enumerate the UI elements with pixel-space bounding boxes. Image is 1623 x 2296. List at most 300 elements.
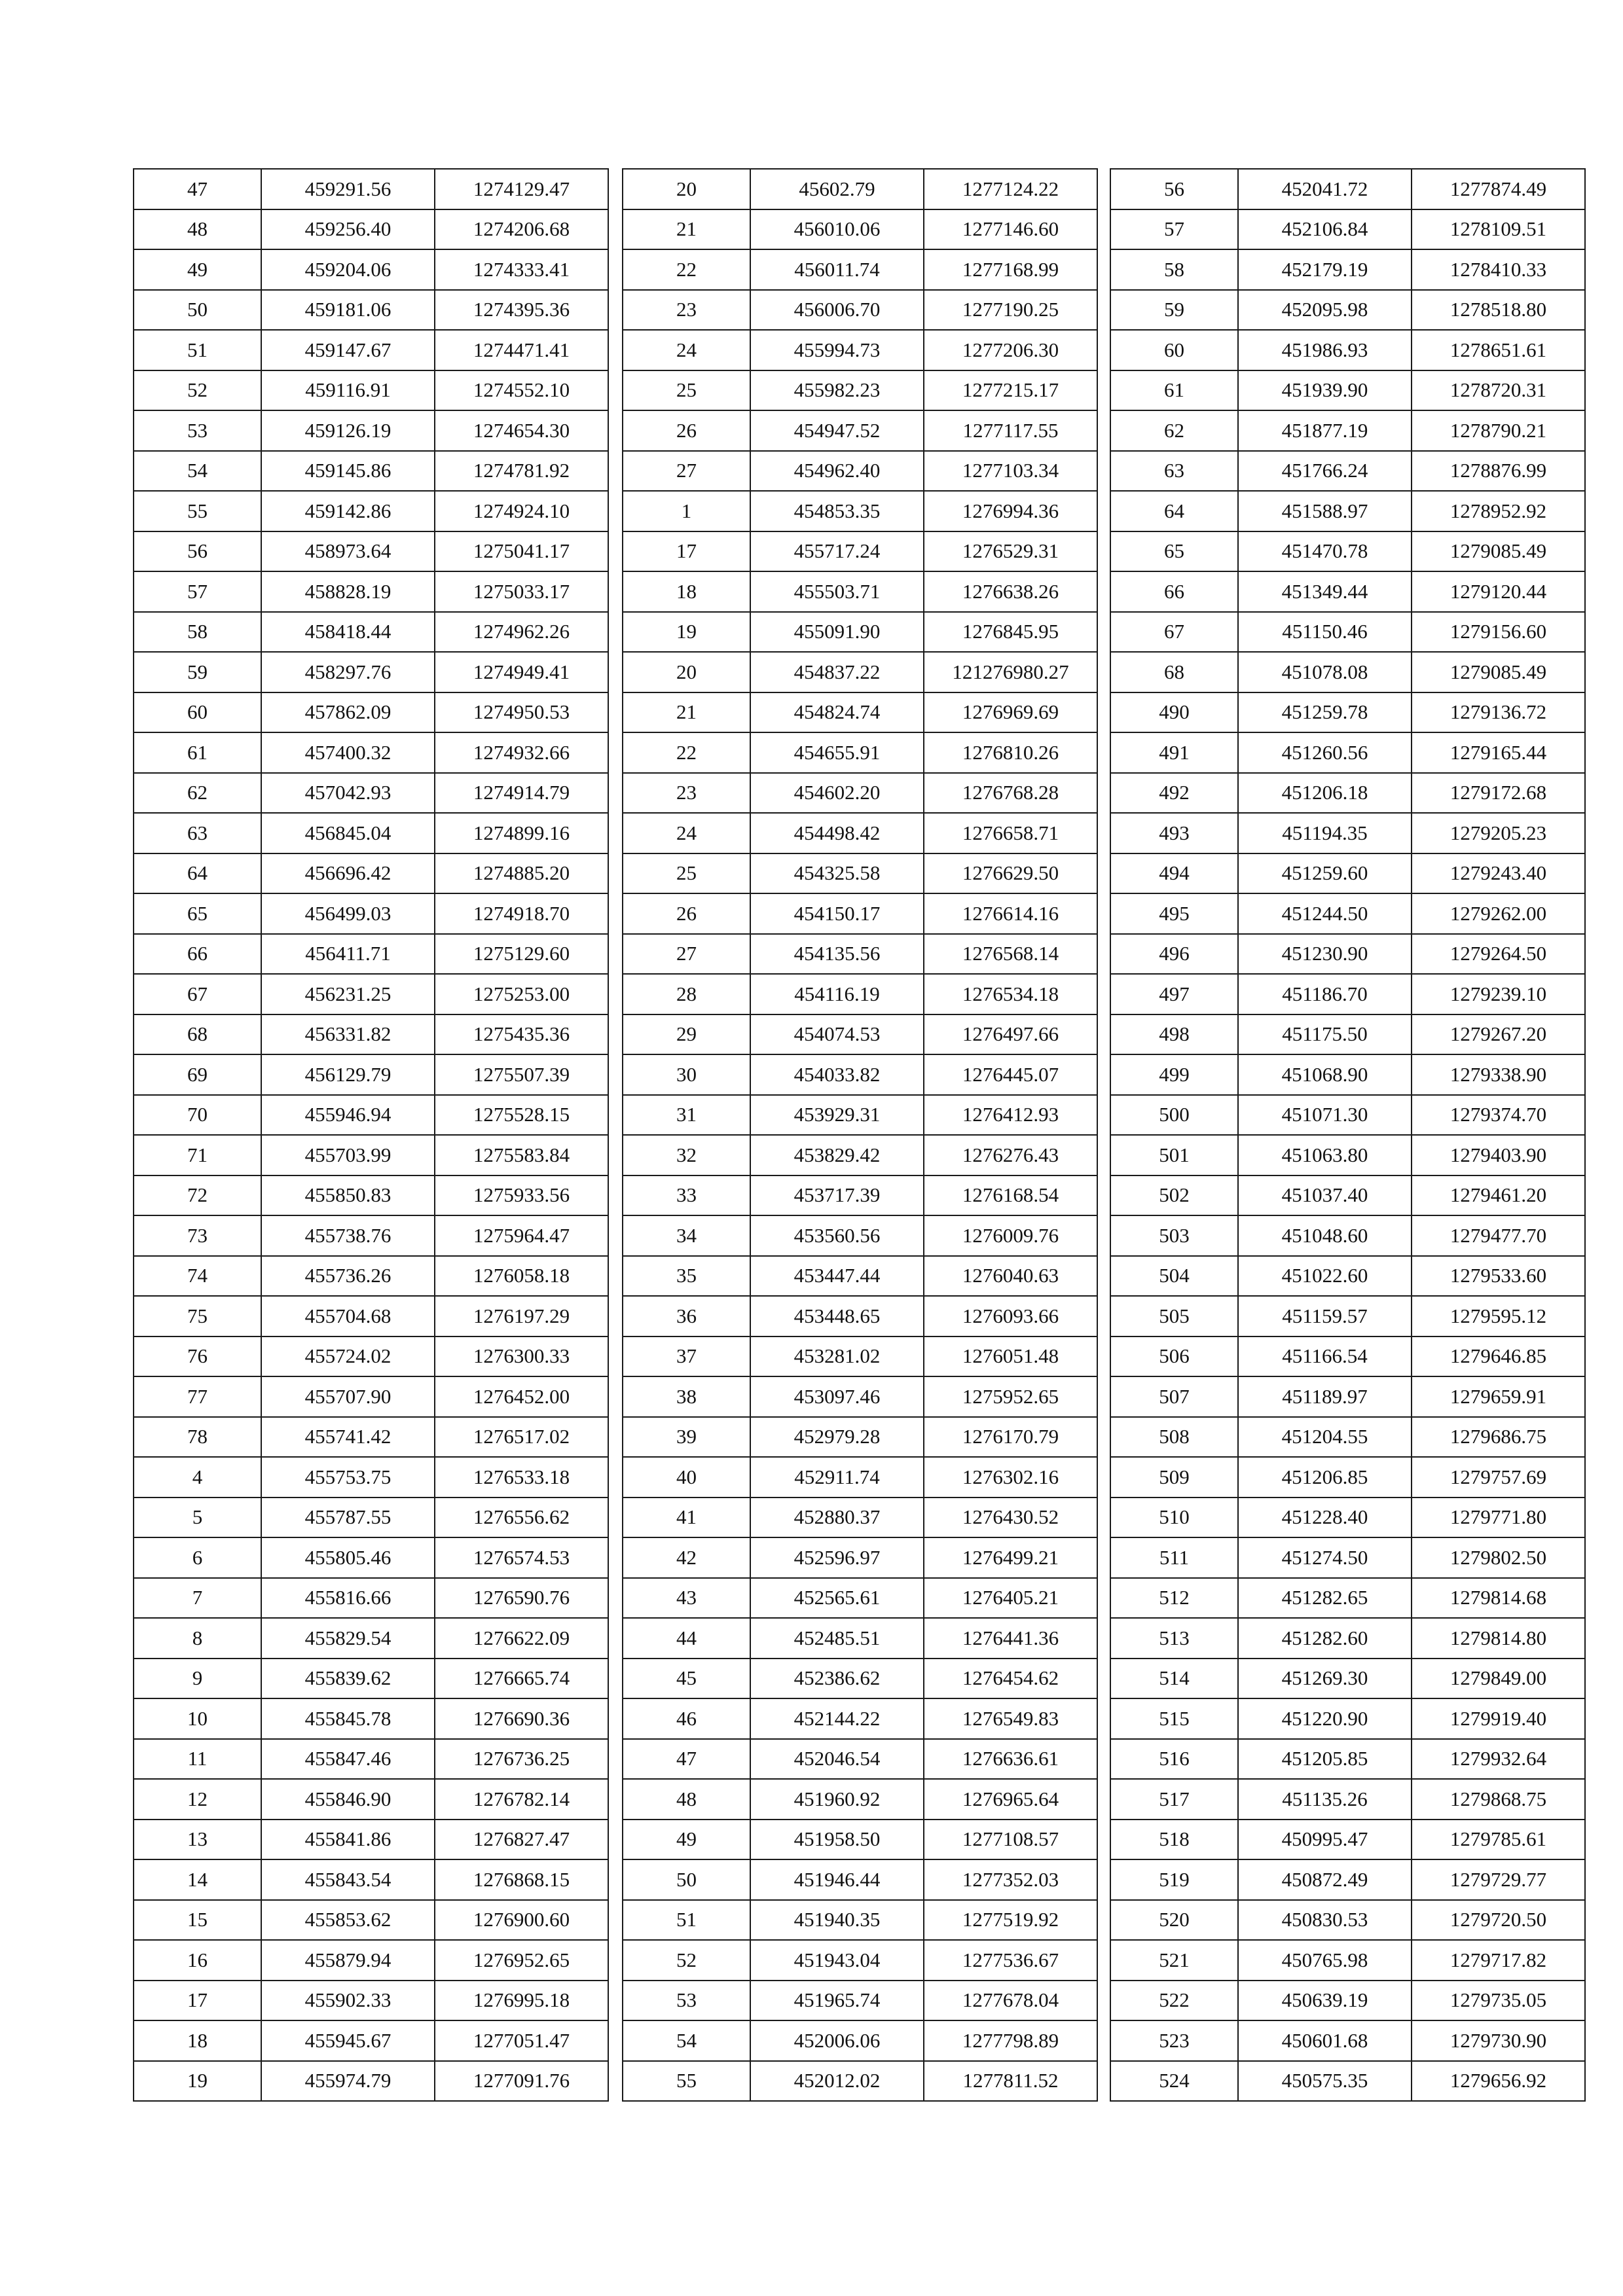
y-coordinate-cell: 1276768.28	[924, 773, 1097, 814]
point-number-cell: 24	[623, 330, 750, 370]
x-coordinate-cell: 455843.54	[261, 1859, 435, 1900]
table-row	[134, 1417, 608, 1458]
point-number-cell: 64	[1110, 491, 1238, 531]
point-number-cell: 19	[134, 2061, 261, 2102]
y-coordinate-cell: 1276276.43	[924, 1135, 1097, 1175]
x-coordinate-cell: 455753.75	[261, 1457, 435, 1498]
point-number-cell: 4	[134, 1457, 261, 1498]
point-number-cell: 53	[134, 410, 261, 451]
y-coordinate-cell: 1278720.31	[1412, 370, 1585, 411]
y-coordinate-cell: 1276590.76	[435, 1578, 608, 1619]
table-row	[1110, 1336, 1585, 1377]
point-number-cell: 57	[134, 571, 261, 612]
x-coordinate-cell: 458297.76	[261, 652, 435, 692]
table-row	[1110, 1014, 1585, 1055]
y-coordinate-cell: 1279085.49	[1412, 531, 1585, 572]
table-row	[1110, 531, 1585, 572]
point-number-cell: 61	[134, 732, 261, 773]
table-row	[134, 1940, 608, 1981]
table-row	[1110, 1820, 1585, 1860]
x-coordinate-cell: 455879.94	[261, 1940, 435, 1981]
table-row	[134, 652, 608, 692]
table-row	[623, 1779, 1097, 1820]
x-coordinate-cell: 454837.22	[750, 652, 924, 692]
point-number-cell: 21	[623, 209, 750, 250]
x-coordinate-cell: 453829.42	[750, 1135, 924, 1175]
point-number-cell: 51	[134, 330, 261, 370]
y-coordinate-cell: 1277091.76	[435, 2061, 608, 2102]
point-number-cell: 505	[1110, 1296, 1238, 1336]
point-number-cell: 74	[134, 1256, 261, 1297]
point-number-cell: 520	[1110, 1900, 1238, 1941]
point-number-cell: 523	[1110, 2020, 1238, 2061]
y-coordinate-cell: 1279262.00	[1412, 893, 1585, 934]
y-coordinate-cell: 1274924.10	[435, 491, 608, 531]
x-coordinate-cell: 454602.20	[750, 773, 924, 814]
point-number-cell: 496	[1110, 934, 1238, 975]
point-number-cell: 78	[134, 1417, 261, 1458]
y-coordinate-cell: 1276093.66	[924, 1296, 1097, 1336]
x-coordinate-cell: 451022.60	[1238, 1256, 1412, 1297]
point-number-cell: 5	[134, 1498, 261, 1538]
point-number-cell: 71	[134, 1135, 261, 1175]
y-coordinate-cell: 1279239.10	[1412, 974, 1585, 1014]
point-number-cell: 515	[1110, 1698, 1238, 1739]
y-coordinate-cell: 1276556.62	[435, 1498, 608, 1538]
point-number-cell: 52	[623, 1940, 750, 1981]
x-coordinate-cell: 452144.22	[750, 1698, 924, 1739]
y-coordinate-cell: 1279264.50	[1412, 934, 1585, 975]
y-coordinate-cell: 1279717.82	[1412, 1940, 1585, 1981]
x-coordinate-cell: 451204.55	[1238, 1417, 1412, 1458]
y-coordinate-cell: 1277190.25	[924, 290, 1097, 331]
point-number-cell: 40	[623, 1457, 750, 1498]
y-coordinate-cell: 1279686.75	[1412, 1417, 1585, 1458]
table-row	[623, 1739, 1097, 1780]
point-number-cell: 16	[134, 1940, 261, 1981]
table-row	[1110, 893, 1585, 934]
y-coordinate-cell: 1274333.41	[435, 249, 608, 290]
table-row	[134, 893, 608, 934]
y-coordinate-cell: 1279729.77	[1412, 1859, 1585, 1900]
table-row	[623, 1014, 1097, 1055]
table-row	[1110, 1376, 1585, 1417]
x-coordinate-cell: 456006.70	[750, 290, 924, 331]
point-number-cell: 73	[134, 1215, 261, 1256]
table-row	[134, 410, 608, 451]
table-row	[134, 813, 608, 853]
y-coordinate-cell: 1279533.60	[1412, 1256, 1585, 1297]
table-row	[623, 370, 1097, 411]
y-coordinate-cell: 1278876.99	[1412, 451, 1585, 492]
table-row	[623, 2020, 1097, 2061]
table-row	[134, 491, 608, 531]
x-coordinate-cell: 451068.90	[1238, 1054, 1412, 1095]
x-coordinate-cell: 452095.98	[1238, 290, 1412, 331]
table-row	[623, 249, 1097, 290]
point-number-cell: 512	[1110, 1578, 1238, 1619]
table-row	[623, 1135, 1097, 1175]
point-number-cell: 50	[623, 1859, 750, 1900]
x-coordinate-cell: 455724.02	[261, 1336, 435, 1377]
y-coordinate-cell: 1276969.69	[924, 692, 1097, 733]
x-coordinate-cell: 451766.24	[1238, 451, 1412, 492]
point-number-cell: 511	[1110, 1537, 1238, 1578]
x-coordinate-cell: 450639.19	[1238, 1981, 1412, 2021]
coordinate-table-body	[623, 169, 1097, 2101]
table-row	[1110, 853, 1585, 894]
y-coordinate-cell: 1276568.14	[924, 934, 1097, 975]
point-number-cell: 518	[1110, 1820, 1238, 1860]
x-coordinate-cell: 455829.54	[261, 1618, 435, 1659]
x-coordinate-cell: 450765.98	[1238, 1940, 1412, 1981]
point-number-cell: 55	[623, 2061, 750, 2102]
x-coordinate-cell: 451175.50	[1238, 1014, 1412, 1055]
x-coordinate-cell: 454074.53	[750, 1014, 924, 1055]
y-coordinate-cell: 1274885.20	[435, 853, 608, 894]
y-coordinate-cell: 121276980.27	[924, 652, 1097, 692]
point-number-cell: 68	[1110, 652, 1238, 692]
x-coordinate-cell: 451259.78	[1238, 692, 1412, 733]
table-row	[134, 1054, 608, 1095]
point-number-cell: 23	[623, 290, 750, 331]
table-row	[134, 1739, 608, 1780]
x-coordinate-cell: 453717.39	[750, 1175, 924, 1216]
x-coordinate-cell: 455845.78	[261, 1698, 435, 1739]
y-coordinate-cell: 1276994.36	[924, 491, 1097, 531]
y-coordinate-cell: 1277874.49	[1412, 169, 1585, 209]
point-number-cell: 67	[134, 974, 261, 1014]
point-number-cell: 62	[1110, 410, 1238, 451]
y-coordinate-cell: 1274949.41	[435, 652, 608, 692]
y-coordinate-cell: 1277798.89	[924, 2020, 1097, 2061]
y-coordinate-cell: 1276900.60	[435, 1900, 608, 1941]
point-number-cell: 65	[1110, 531, 1238, 572]
x-coordinate-cell: 455787.55	[261, 1498, 435, 1538]
point-number-cell: 29	[623, 1014, 750, 1055]
point-number-cell: 6	[134, 1537, 261, 1578]
point-number-cell: 501	[1110, 1135, 1238, 1175]
table-row	[623, 1900, 1097, 1941]
table-row	[623, 1457, 1097, 1498]
x-coordinate-cell: 455847.46	[261, 1739, 435, 1780]
point-number-cell: 25	[623, 370, 750, 411]
table-row	[623, 1095, 1097, 1136]
y-coordinate-cell: 1274914.79	[435, 773, 608, 814]
point-number-cell: 494	[1110, 853, 1238, 894]
point-number-cell: 58	[1110, 249, 1238, 290]
y-coordinate-cell: 1276197.29	[435, 1296, 608, 1336]
y-coordinate-cell: 1276302.16	[924, 1457, 1097, 1498]
table-row	[623, 1054, 1097, 1095]
x-coordinate-cell: 451220.90	[1238, 1698, 1412, 1739]
x-coordinate-cell: 457400.32	[261, 732, 435, 773]
y-coordinate-cell: 1276517.02	[435, 1417, 608, 1458]
point-number-cell: 31	[623, 1095, 750, 1136]
x-coordinate-cell: 459116.91	[261, 370, 435, 411]
y-coordinate-cell: 1276810.26	[924, 732, 1097, 773]
y-coordinate-cell: 1277146.60	[924, 209, 1097, 250]
table-row	[134, 169, 608, 209]
table-row	[623, 612, 1097, 653]
table-row	[1110, 773, 1585, 814]
y-coordinate-cell: 1275435.36	[435, 1014, 608, 1055]
y-coordinate-cell: 1277811.52	[924, 2061, 1097, 2102]
x-coordinate-cell: 452179.19	[1238, 249, 1412, 290]
point-number-cell: 22	[623, 732, 750, 773]
y-coordinate-cell: 1277536.67	[924, 1940, 1097, 1981]
table-row	[1110, 451, 1585, 492]
point-number-cell: 34	[623, 1215, 750, 1256]
x-coordinate-cell: 456011.74	[750, 249, 924, 290]
table-row	[134, 1014, 608, 1055]
y-coordinate-cell: 1276533.18	[435, 1457, 608, 1498]
table-row	[623, 1820, 1097, 1860]
y-coordinate-cell: 1275964.47	[435, 1215, 608, 1256]
y-coordinate-cell: 1279659.91	[1412, 1376, 1585, 1417]
x-coordinate-cell: 451282.60	[1238, 1618, 1412, 1659]
point-number-cell: 75	[134, 1296, 261, 1336]
y-coordinate-cell: 1277352.03	[924, 1859, 1097, 1900]
point-number-cell: 9	[134, 1659, 261, 1699]
table-row	[623, 692, 1097, 733]
point-number-cell: 49	[134, 249, 261, 290]
table-row	[623, 571, 1097, 612]
y-coordinate-cell: 1276736.25	[435, 1739, 608, 1780]
table-row	[623, 974, 1097, 1014]
table-row	[1110, 1175, 1585, 1216]
x-coordinate-cell: 453447.44	[750, 1256, 924, 1297]
y-coordinate-cell: 1277124.22	[924, 169, 1097, 209]
y-coordinate-cell: 1279868.75	[1412, 1779, 1585, 1820]
x-coordinate-cell: 451063.80	[1238, 1135, 1412, 1175]
point-number-cell: 48	[134, 209, 261, 250]
y-coordinate-cell: 1274471.41	[435, 330, 608, 370]
point-number-cell: 21	[623, 692, 750, 733]
table-row	[134, 692, 608, 733]
y-coordinate-cell: 1279785.61	[1412, 1820, 1585, 1860]
y-coordinate-cell: 1279243.40	[1412, 853, 1585, 894]
table-row	[1110, 1739, 1585, 1780]
x-coordinate-cell: 457862.09	[261, 692, 435, 733]
y-coordinate-cell: 1277168.99	[924, 249, 1097, 290]
x-coordinate-cell: 451135.26	[1238, 1779, 1412, 1820]
x-coordinate-cell: 455704.68	[261, 1296, 435, 1336]
table-row	[623, 1296, 1097, 1336]
x-coordinate-cell: 452106.84	[1238, 209, 1412, 250]
table-row	[134, 1215, 608, 1256]
table-row	[134, 1457, 608, 1498]
table-row	[1110, 1578, 1585, 1619]
table-row	[623, 1175, 1097, 1216]
point-number-cell: 1	[623, 491, 750, 531]
point-number-cell: 13	[134, 1820, 261, 1860]
table-row	[134, 1618, 608, 1659]
table-row	[1110, 209, 1585, 250]
point-number-cell: 491	[1110, 732, 1238, 773]
table-row	[1110, 1859, 1585, 1900]
x-coordinate-cell: 454150.17	[750, 893, 924, 934]
table-row	[623, 1618, 1097, 1659]
table-row	[134, 1779, 608, 1820]
x-coordinate-cell: 451078.08	[1238, 652, 1412, 692]
table-row	[1110, 1095, 1585, 1136]
x-coordinate-cell: 455816.66	[261, 1578, 435, 1619]
y-coordinate-cell: 1278790.21	[1412, 410, 1585, 451]
x-coordinate-cell: 451282.65	[1238, 1578, 1412, 1619]
x-coordinate-cell: 451965.74	[750, 1981, 924, 2021]
point-number-cell: 27	[623, 934, 750, 975]
table-row	[1110, 612, 1585, 653]
table-row	[134, 1135, 608, 1175]
point-number-cell: 56	[134, 531, 261, 572]
x-coordinate-cell: 459204.06	[261, 249, 435, 290]
y-coordinate-cell: 1279156.60	[1412, 612, 1585, 653]
y-coordinate-cell: 1279374.70	[1412, 1095, 1585, 1136]
y-coordinate-cell: 1275507.39	[435, 1054, 608, 1095]
y-coordinate-cell: 1274395.36	[435, 290, 608, 331]
point-number-cell: 506	[1110, 1336, 1238, 1377]
x-coordinate-cell: 455736.26	[261, 1256, 435, 1297]
x-coordinate-cell: 454962.40	[750, 451, 924, 492]
y-coordinate-cell: 1276454.62	[924, 1659, 1097, 1699]
y-coordinate-cell: 1279919.40	[1412, 1698, 1585, 1739]
table-row	[1110, 1900, 1585, 1941]
table-row	[1110, 813, 1585, 853]
y-coordinate-cell: 1279172.68	[1412, 773, 1585, 814]
table-row	[623, 934, 1097, 975]
table-row	[623, 330, 1097, 370]
y-coordinate-cell: 1277108.57	[924, 1820, 1097, 1860]
table-row	[623, 290, 1097, 331]
table-row	[623, 169, 1097, 209]
y-coordinate-cell: 1279338.90	[1412, 1054, 1585, 1095]
table-row	[623, 1256, 1097, 1297]
x-coordinate-cell: 453097.46	[750, 1376, 924, 1417]
point-number-cell: 63	[1110, 451, 1238, 492]
x-coordinate-cell: 451159.57	[1238, 1296, 1412, 1336]
x-coordinate-cell: 456499.03	[261, 893, 435, 934]
table-row	[1110, 652, 1585, 692]
point-number-cell: 14	[134, 1859, 261, 1900]
x-coordinate-cell: 451958.50	[750, 1820, 924, 1860]
x-coordinate-cell: 451470.78	[1238, 531, 1412, 572]
table-row	[1110, 1940, 1585, 1981]
table-row	[623, 652, 1097, 692]
y-coordinate-cell: 1276168.54	[924, 1175, 1097, 1216]
table-row	[1110, 571, 1585, 612]
table-row	[623, 1215, 1097, 1256]
x-coordinate-cell: 456696.42	[261, 853, 435, 894]
y-coordinate-cell: 1276497.66	[924, 1014, 1097, 1055]
y-coordinate-cell: 1278952.92	[1412, 491, 1585, 531]
y-coordinate-cell: 1275933.56	[435, 1175, 608, 1216]
x-coordinate-cell: 459291.56	[261, 169, 435, 209]
y-coordinate-cell: 1276534.18	[924, 974, 1097, 1014]
table-row	[1110, 169, 1585, 209]
y-coordinate-cell: 1279757.69	[1412, 1457, 1585, 1498]
point-number-cell: 60	[1110, 330, 1238, 370]
y-coordinate-cell: 1279849.00	[1412, 1659, 1585, 1699]
x-coordinate-cell: 459256.40	[261, 209, 435, 250]
x-coordinate-cell: 454116.19	[750, 974, 924, 1014]
x-coordinate-cell: 451206.18	[1238, 773, 1412, 814]
x-coordinate-cell: 451986.93	[1238, 330, 1412, 370]
table-row	[134, 249, 608, 290]
y-coordinate-cell: 1275253.00	[435, 974, 608, 1014]
x-coordinate-cell: 451939.90	[1238, 370, 1412, 411]
x-coordinate-cell: 459147.67	[261, 330, 435, 370]
y-coordinate-cell: 1277051.47	[435, 2020, 608, 2061]
table-row	[1110, 1779, 1585, 1820]
table-row	[623, 1336, 1097, 1377]
point-number-cell: 68	[134, 1014, 261, 1055]
y-coordinate-cell: 1276965.64	[924, 1779, 1097, 1820]
y-coordinate-cell: 1279814.80	[1412, 1618, 1585, 1659]
coordinate-table-2	[622, 168, 1098, 2102]
point-number-cell: 519	[1110, 1859, 1238, 1900]
x-coordinate-cell: 455717.24	[750, 531, 924, 572]
y-coordinate-cell: 1274918.70	[435, 893, 608, 934]
point-number-cell: 22	[623, 249, 750, 290]
table-row	[1110, 1981, 1585, 2021]
table-row	[134, 290, 608, 331]
y-coordinate-cell: 1276665.74	[435, 1659, 608, 1699]
table-row	[1110, 330, 1585, 370]
table-row	[134, 1859, 608, 1900]
x-coordinate-cell: 456411.71	[261, 934, 435, 975]
y-coordinate-cell: 1279814.68	[1412, 1578, 1585, 1619]
y-coordinate-cell: 1276445.07	[924, 1054, 1097, 1095]
y-coordinate-cell: 1276845.95	[924, 612, 1097, 653]
table-row	[134, 1256, 608, 1297]
point-number-cell: 53	[623, 1981, 750, 2021]
table-row	[134, 451, 608, 492]
table-row	[1110, 692, 1585, 733]
y-coordinate-cell: 1278518.80	[1412, 290, 1585, 331]
y-coordinate-cell: 1276499.21	[924, 1537, 1097, 1578]
point-number-cell: 69	[134, 1054, 261, 1095]
point-number-cell: 504	[1110, 1256, 1238, 1297]
x-coordinate-cell: 454824.74	[750, 692, 924, 733]
point-number-cell: 514	[1110, 1659, 1238, 1699]
point-number-cell: 23	[623, 773, 750, 814]
y-coordinate-cell: 1279403.90	[1412, 1135, 1585, 1175]
table-row	[623, 1859, 1097, 1900]
x-coordinate-cell: 451349.44	[1238, 571, 1412, 612]
x-coordinate-cell: 455945.67	[261, 2020, 435, 2061]
y-coordinate-cell: 1275952.65	[924, 1376, 1097, 1417]
x-coordinate-cell: 455091.90	[750, 612, 924, 653]
x-coordinate-cell: 451037.40	[1238, 1175, 1412, 1216]
point-number-cell: 508	[1110, 1417, 1238, 1458]
table-row	[134, 370, 608, 411]
x-coordinate-cell: 454135.56	[750, 934, 924, 975]
x-coordinate-cell: 459142.86	[261, 491, 435, 531]
point-number-cell: 17	[623, 531, 750, 572]
x-coordinate-cell: 459181.06	[261, 290, 435, 331]
table-row	[623, 1376, 1097, 1417]
y-coordinate-cell: 1276009.76	[924, 1215, 1097, 1256]
x-coordinate-cell: 453560.56	[750, 1215, 924, 1256]
point-number-cell: 516	[1110, 1739, 1238, 1780]
table-row	[134, 209, 608, 250]
y-coordinate-cell: 1279595.12	[1412, 1296, 1585, 1336]
table-row	[623, 1659, 1097, 1699]
x-coordinate-cell: 455707.90	[261, 1376, 435, 1417]
y-coordinate-cell: 1276952.65	[435, 1940, 608, 1981]
table-row	[1110, 1537, 1585, 1578]
